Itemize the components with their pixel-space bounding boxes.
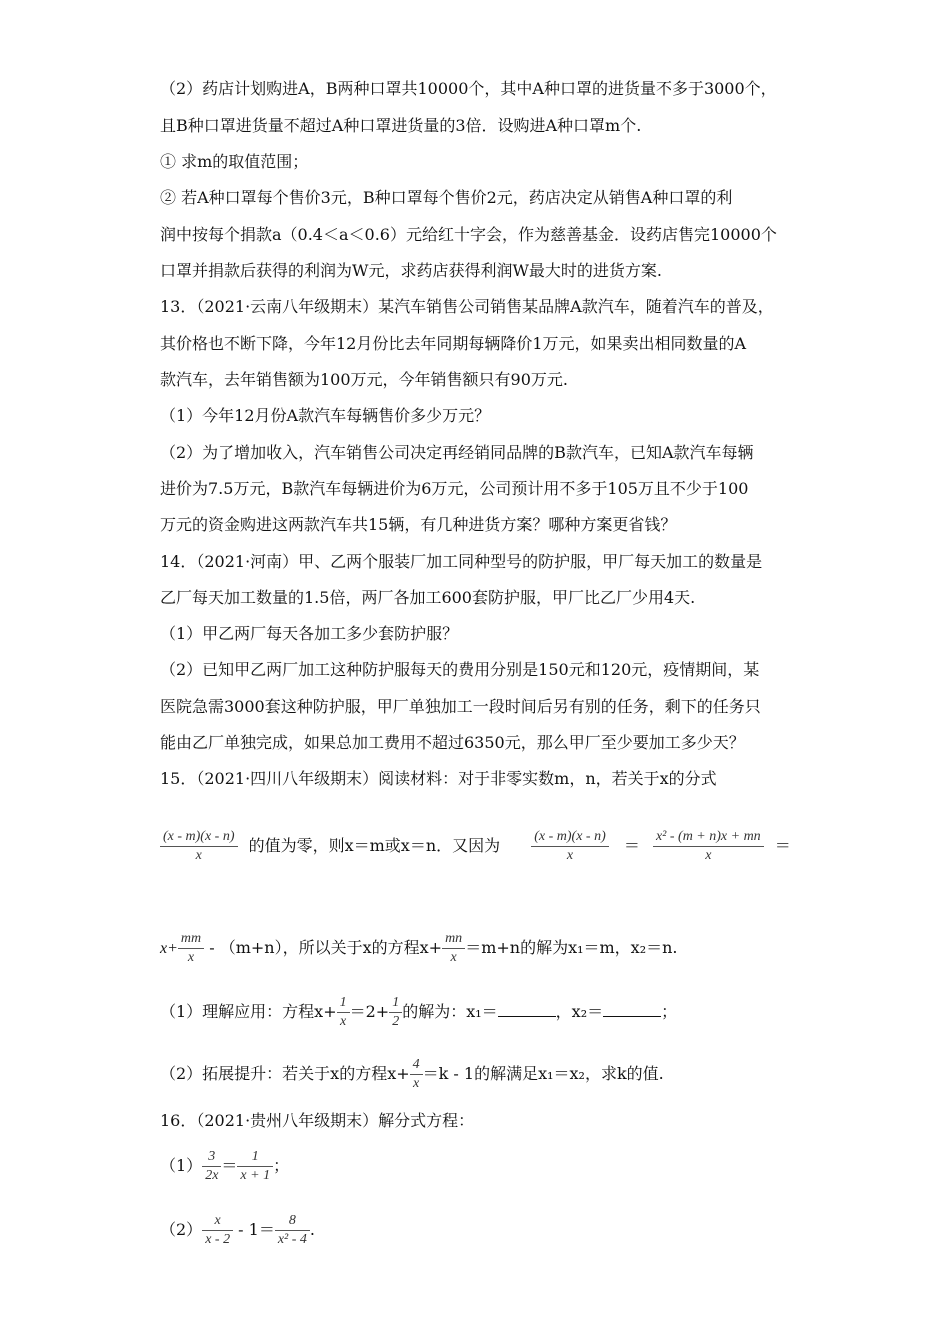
fraction-3: $\frac{\text{x² - (m + n)x + mn}}{x}$ (653, 828, 764, 865)
q13-line-1: 13．（2021·云南八年级期末）某汽车销售公司销售某品牌A款汽车，随着汽车的普及， (160, 297, 774, 316)
q16-fraction-4: $\frac{8}{\text{x² - 4}}$ (275, 1212, 310, 1249)
q12-line-3: ① 求m的取值范围； (160, 152, 309, 171)
answer-blank-2[interactable] (603, 1002, 661, 1017)
q12-line-2: 且B种口罩进货量不超过A种口罩进货量的3倍．设购进A种口罩m个. (160, 116, 642, 135)
q12-line-1: （2）药店计划购进A，B两种口罩共10000个，其中A种口罩的进货量不多于3000个， (160, 79, 777, 98)
q14-line-3: （1）甲乙两厂每天各加工多少套防护服？ (160, 624, 459, 643)
q15-part-1: （1）理解应用：方程x+ $\frac{1}{x}$ ＝2+ $\frac{1}{2}$ 的解为：x₁＝ ，x₂＝ ； (160, 995, 678, 1029)
q16-part-1: （1） $\frac{3}{2x}$ ＝ $\frac{1}{x + 1}$ ； (160, 1149, 290, 1183)
q16-fraction-1: $\frac{3}{2x}$ (202, 1148, 221, 1185)
q13-line-6: 进价为7.5万元，B款汽车每辆进价为6万元，公司预计用不多于105万且不少于100 (160, 479, 749, 498)
fraction-4: $\frac{mm}{x}$ (178, 930, 204, 967)
q16-fraction-2: $\frac{1}{x + 1}$ (237, 1148, 273, 1185)
q15-line-1: 15．（2021·四川八年级期末）阅读材料：对于非零实数m，n，若关于x的分式 (160, 769, 717, 788)
q12-line-4: ② 若A种口罩每个售价3元，B种口罩每个售价2元，药店决定从销售A种口罩的利 (160, 188, 733, 207)
fraction-6: $\frac{1}{x}$ (337, 994, 350, 1031)
fraction-2: $\frac{(x - m)(x - n)}{x}$ (531, 828, 609, 865)
q16-fraction-3: $\frac{x}{x - 2}$ (202, 1212, 233, 1249)
q13-line-3: 款汽车，去年销售额为100万元，今年销售额只有90万元. (160, 370, 568, 389)
fraction-8: $\frac{4}{x}$ (410, 1056, 423, 1093)
q16-part-2: （2） $\frac{x}{x - 2}$ - 1＝ $\frac{8}{\text{x² - 4}}$ . (160, 1213, 316, 1247)
q14-line-2: 乙厂每天加工数量的1.5倍，两厂各加工600套防护服，甲厂比乙厂少用4天. (160, 588, 696, 607)
q13-line-5: （2）为了增加收入，汽车销售公司决定再经销同品牌的B款汽车，已知A款汽车每辆 (160, 443, 754, 462)
fraction-1: $\frac{(x - m)(x - n)}{x}$ (160, 828, 238, 865)
q13-line-4: （1）今年12月份A款汽车每辆售价多少万元？ (160, 406, 491, 425)
q13-line-2: 其价格也不断下降，今年12月份比去年同期每辆降价1万元，如果卖出相同数量的A (160, 334, 747, 353)
q12-line-5: 润中按每个捐款a（0.4＜a＜0.6）元给红十字会，作为慈善基金．设药店售完10000个 (160, 225, 777, 244)
q15-line-3: x+ $\frac{mm}{x}$ - （m+n），所以关于x的方程x+ $\frac{mn}{x}$ ＝m+n的解为x₁＝m，x₂＝n. (160, 931, 678, 965)
q15-part-2: （2）拓展提升：若关于x的方程x+ $\frac{4}{x}$ ＝k - 1的解满足x₁＝x₂，求k的值. (160, 1057, 664, 1091)
q12-line-6: 口罩并捐款后获得的利润为W元，求药店获得利润W最大时的进货方案. (160, 261, 662, 280)
q13-line-7: 万元的资金购进这两款汽车共15辆，有几种进货方案？哪种方案更省钱？ (160, 515, 677, 534)
q14-line-6: 能由乙厂单独完成，如果总加工费用不超过6350元，那么甲厂至少要加工多少天？ (160, 733, 745, 752)
q14-line-4: （2）已知甲乙两厂加工这种防护服每天的费用分别是150元和120元，疫情期间，某 (160, 660, 760, 679)
q14-line-1: 14．（2021·河南）甲、乙两个服装厂加工同种型号的防护服，甲厂每天加工的数量是 (160, 552, 763, 571)
fraction-7: $\frac{1}{2}$ (389, 994, 402, 1031)
q15-formula-row: $\frac{(x - m)(x - n)}{x}$ 的值为零，则x＝m或x＝n．又因为 $\frac{(x - m)(x - n)}{x}$ ＝ $\frac{\text{x² - (m + n)x + mn}}{x}$ ＝ (160, 828, 790, 865)
fraction-5: $\frac{mn}{x}$ (442, 930, 465, 967)
answer-blank-1[interactable] (498, 1002, 556, 1017)
q14-line-5: 医院急需3000套这种防护服，甲厂单独加工一段时间后另有别的任务，剩下的任务只 (160, 697, 761, 716)
q16-line-1: 16．（2021·贵州八年级期末）解分式方程： (160, 1111, 475, 1130)
